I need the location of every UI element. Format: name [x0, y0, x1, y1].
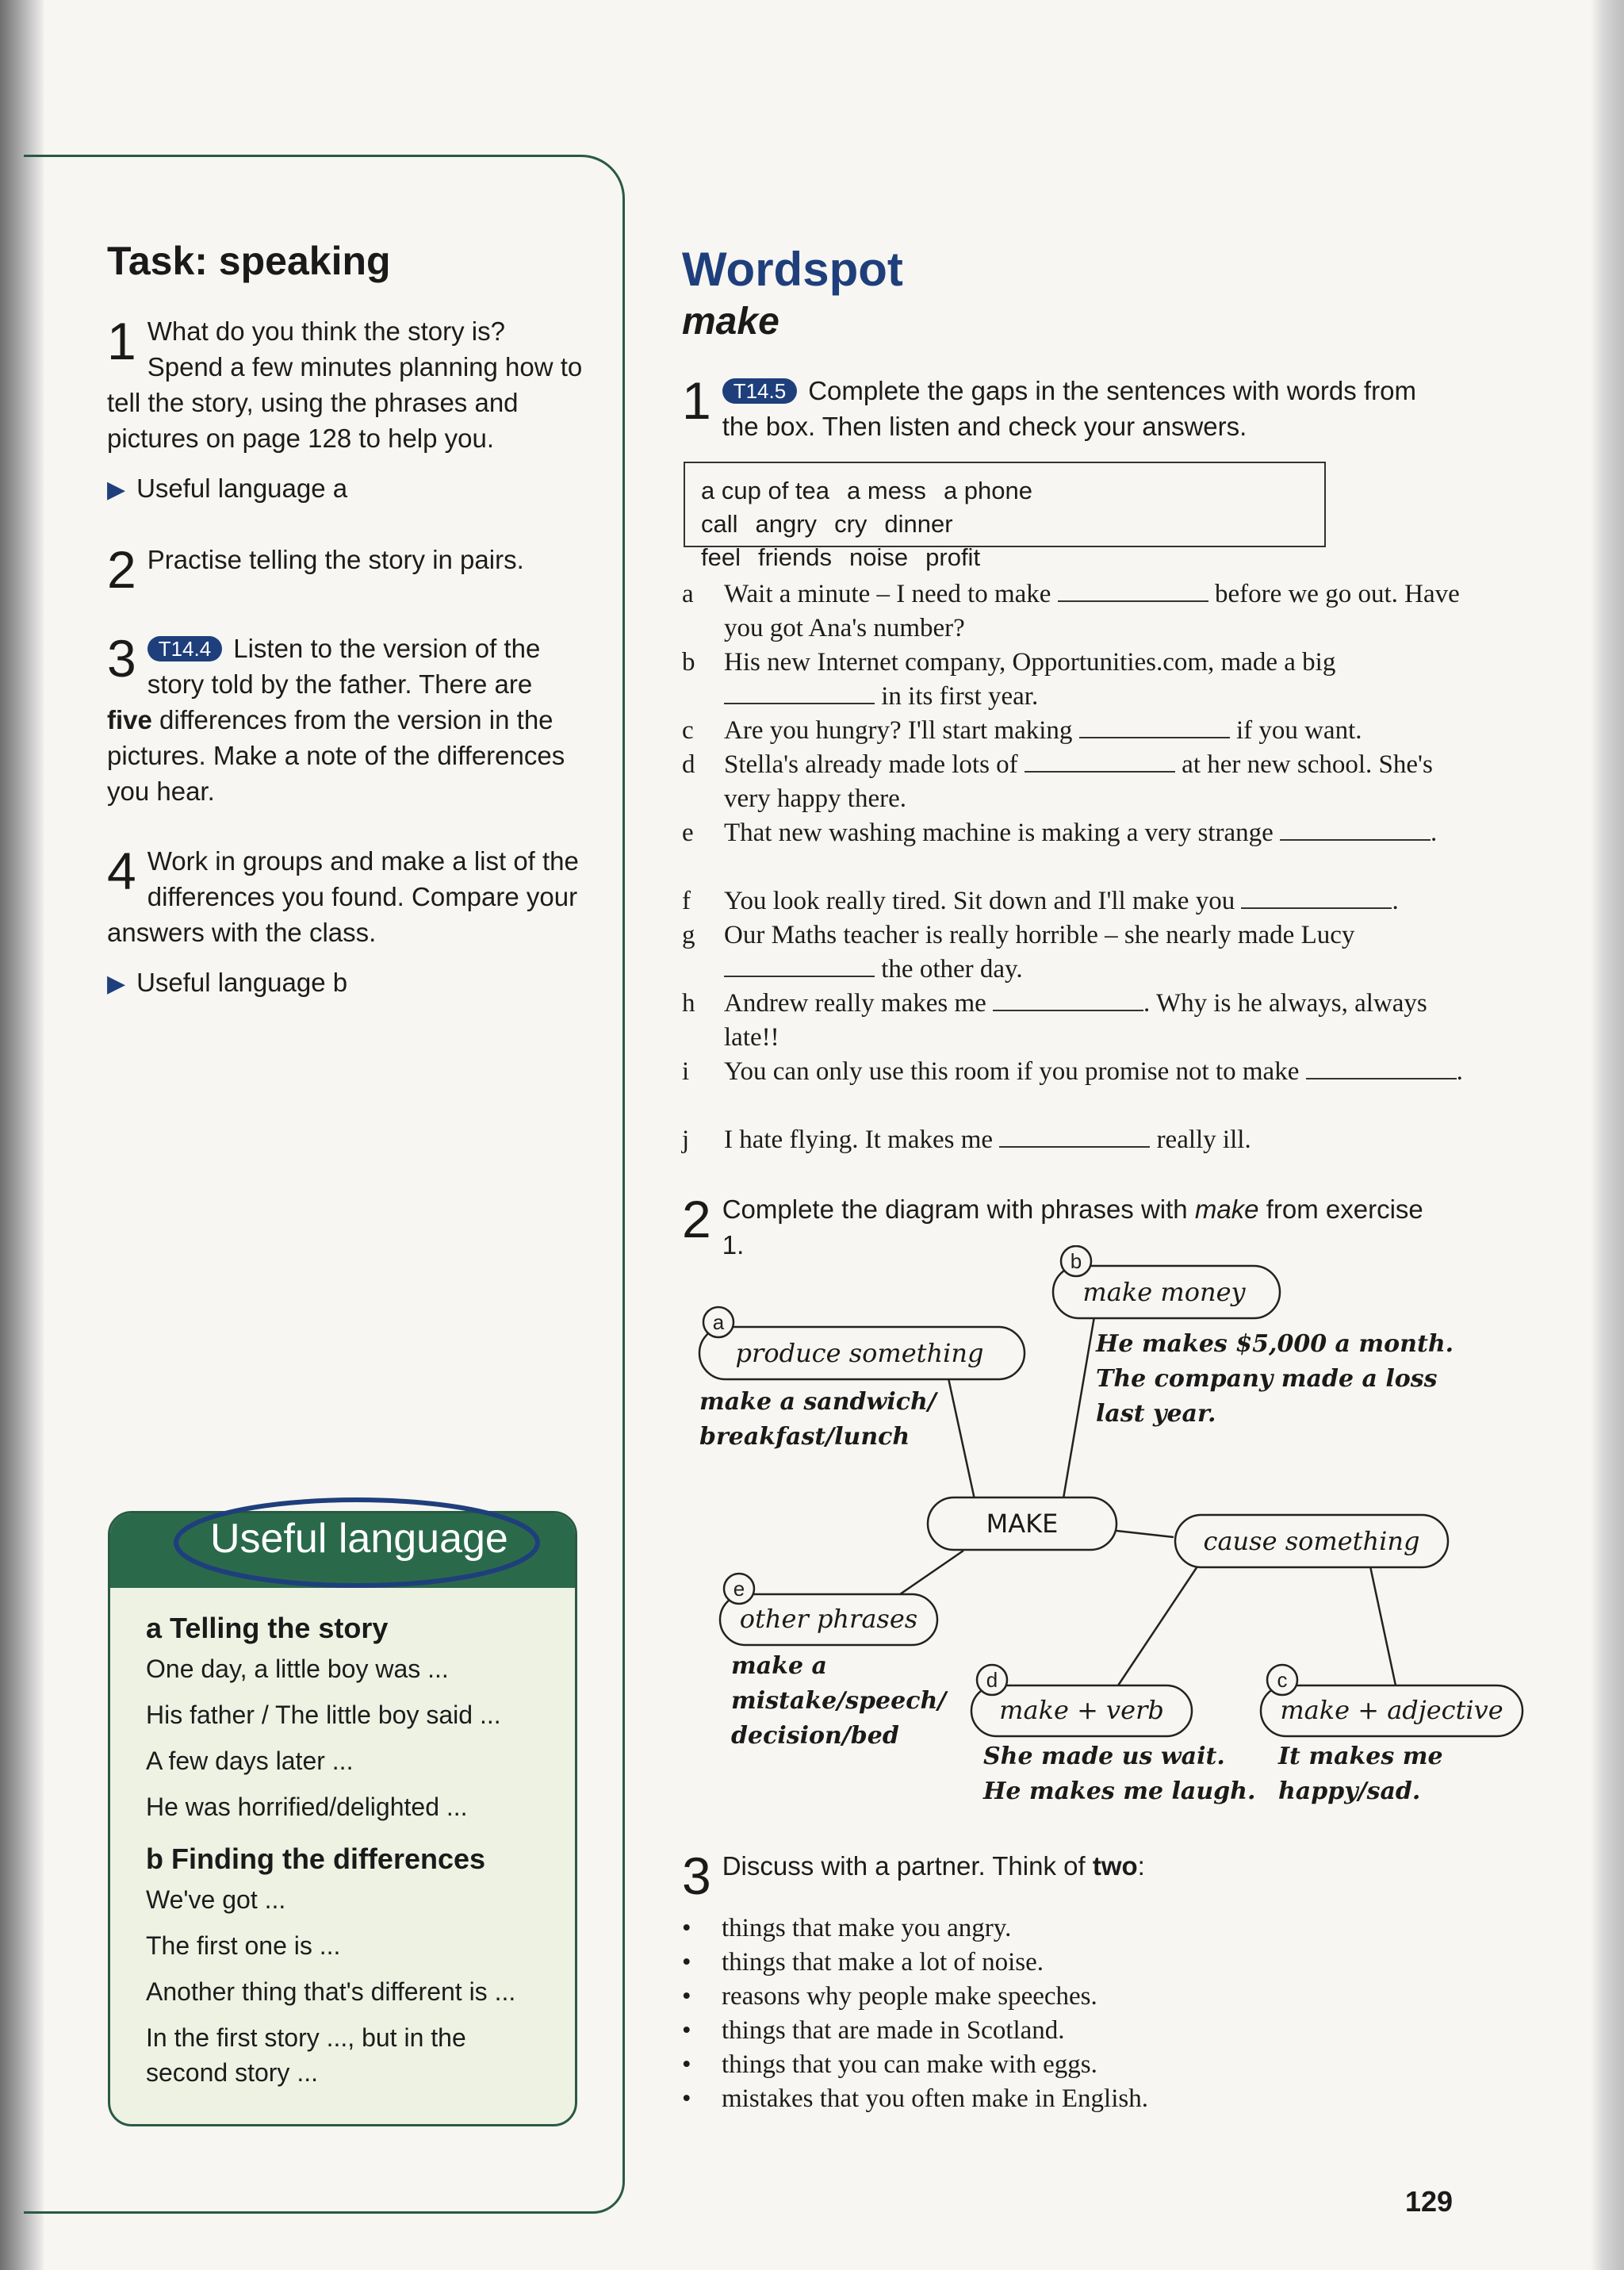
- example-a: breakfast/lunch: [699, 1423, 910, 1451]
- answer-gap[interactable]: [1058, 580, 1208, 602]
- sentence-letter: j: [682, 1125, 690, 1154]
- node-letter: b: [1070, 1249, 1082, 1273]
- instruction-text: Complete the diagram with phrases with: [722, 1194, 1188, 1224]
- node-letter: a: [712, 1310, 725, 1334]
- list-item: • mistakes that you often make in English.: [682, 2082, 1475, 2116]
- example-e: make a: [731, 1652, 827, 1680]
- instruction-text-cont: from exercise 1.: [722, 1194, 1423, 1260]
- wordspot-subtitle: make: [682, 301, 779, 343]
- exercise-1-instruction: [682, 373, 1443, 444]
- sentence-a: [682, 577, 1475, 646]
- sentence-text: in its first year.: [881, 682, 1039, 711]
- node-label-d: make + verb: [999, 1695, 1164, 1725]
- box-word: feel: [701, 543, 741, 571]
- sentence-c: [682, 714, 1475, 748]
- list-item: • reasons why people make speeches.: [682, 1980, 1475, 2014]
- ul-phrase: Another thing that's different is ...: [146, 1977, 516, 2006]
- sentence-text: before we go out. Have you got Ana's number?: [724, 580, 1460, 642]
- sentence-text: Stella's already made lots of: [724, 750, 1018, 779]
- ul-phrase: His father / The little boy said ...: [146, 1701, 501, 1729]
- sentence-letter: a: [682, 580, 694, 608]
- sentence-f: [682, 884, 1475, 918]
- play-arrow-icon: ▶: [107, 477, 126, 503]
- box-word: dinner: [884, 510, 953, 538]
- task-step-3: [107, 631, 583, 809]
- box-word: a cup of tea: [701, 477, 830, 504]
- sentence-text: That new washing machine is making a very strange: [724, 819, 1274, 847]
- answer-gap[interactable]: [1306, 1057, 1457, 1079]
- discussion-list: [682, 1911, 1475, 2116]
- sentence-letter: b: [682, 648, 695, 677]
- connector-line: [900, 1551, 963, 1594]
- step-text-cont: differences from the version in the pictures. Make a note of the differences you hear.: [107, 705, 565, 806]
- ul-phrase: In the first story ..., but in the second story ...: [146, 2023, 466, 2087]
- sentence-text: really ill.: [1156, 1125, 1251, 1154]
- ul-phrase: The first one is ...: [146, 1931, 341, 1960]
- task-heading: Task: speaking: [107, 239, 391, 283]
- sentence-text: .: [1456, 1057, 1463, 1086]
- instruction-text: Complete the gaps in the sentences with words from the box. Then listen and check your answers.: [722, 376, 1416, 441]
- ul-phrase: We've got ...: [146, 1885, 286, 1914]
- list-item: • things that you can make with eggs.: [682, 2048, 1475, 2082]
- ul-phrase: A few days later ...: [146, 1747, 354, 1775]
- list-item: • things that make you angry.: [682, 1911, 1475, 1946]
- play-arrow-icon: ▶: [107, 971, 126, 997]
- ul-section-b: b Finding the differences: [146, 1842, 486, 1875]
- answer-gap[interactable]: [1280, 819, 1431, 841]
- example-e: mistake/speech/: [731, 1687, 947, 1715]
- sentence-text: Wait a minute – I need to make: [724, 580, 1051, 608]
- example-c: It makes me: [1278, 1743, 1443, 1770]
- step-number: 2: [107, 540, 136, 599]
- node-letter: c: [1277, 1668, 1288, 1692]
- useful-language-title: Useful language: [210, 1516, 508, 1562]
- sentence-text: if you want.: [1235, 716, 1362, 745]
- example-a: make a sandwich/: [699, 1388, 936, 1416]
- instruction-text-cont: :: [1137, 1851, 1145, 1881]
- box-word: noise: [849, 543, 909, 571]
- sentence-h: [682, 987, 1475, 1055]
- instruction-bold: two: [1092, 1851, 1138, 1881]
- example-b: The company made a loss: [1096, 1365, 1438, 1393]
- answer-gap[interactable]: [999, 1125, 1150, 1148]
- box-word: a phone call: [701, 477, 1032, 538]
- sentence-e: [682, 816, 1475, 850]
- audio-track-badge[interactable]: T14.4: [147, 636, 223, 661]
- link-label: Useful language b: [136, 968, 348, 997]
- example-e: decision/bed: [731, 1722, 899, 1750]
- sentence-b: [682, 646, 1475, 714]
- ul-phrase: One day, a little boy was ...: [146, 1655, 449, 1683]
- step-number: 1: [107, 312, 136, 370]
- audio-track-badge[interactable]: T14.5: [722, 378, 798, 404]
- box-word: a mess: [847, 477, 926, 504]
- list-item: • things that are made in Scotland.: [682, 2014, 1475, 2048]
- node-letter: d: [986, 1668, 998, 1692]
- sentence-text: His new Internet company, Opportunities.com, made a big: [724, 648, 1336, 677]
- answer-gap[interactable]: [993, 989, 1143, 1011]
- step-text: Listen to the version of the story told by the father. There are: [147, 634, 541, 699]
- sentence-text: Our Maths teacher is really horrible – she nearly made Lucy: [724, 921, 1355, 949]
- sentence-letter: d: [682, 750, 695, 779]
- example-b: last year.: [1096, 1400, 1216, 1428]
- node-letter: e: [733, 1577, 745, 1601]
- sentence-j: [682, 1123, 1475, 1157]
- connector-line: [1063, 1317, 1094, 1503]
- sentence-text: .: [1431, 819, 1438, 847]
- sentence-letter: f: [682, 887, 691, 915]
- step-bold: five: [107, 705, 152, 734]
- link-label: Useful language a: [136, 474, 348, 503]
- node-label-center: MAKE: [986, 1509, 1059, 1539]
- node-label-cause: cause something: [1203, 1526, 1420, 1556]
- answer-gap[interactable]: [1079, 716, 1230, 738]
- sentence-text: . Why is he always, always late!!: [724, 989, 1427, 1052]
- sentence-letter: g: [682, 921, 695, 949]
- connector-line: [1116, 1531, 1174, 1537]
- step-number: 3: [107, 629, 136, 688]
- sentence-g: [682, 918, 1475, 987]
- exercise-number: 3: [682, 1846, 711, 1905]
- sentence-i: [682, 1055, 1475, 1089]
- box-word: angry: [755, 510, 818, 538]
- sentence-text: Are you hungry? I'll start making: [724, 716, 1073, 745]
- connector-line: [1370, 1566, 1396, 1685]
- sentence-text: You look really tired. Sit down and I'll make you: [724, 887, 1235, 915]
- node-label-e: other phrases: [739, 1604, 918, 1634]
- exercise-number: 1: [682, 371, 711, 430]
- step-number: 4: [107, 842, 136, 900]
- exercise-number: 2: [682, 1190, 711, 1248]
- answer-gap[interactable]: [724, 682, 875, 704]
- answer-gap[interactable]: [1025, 750, 1175, 773]
- ul-section-a: a Telling the story: [146, 1612, 389, 1644]
- exercise-3-instruction: [682, 1846, 1443, 1905]
- step-text: Practise telling the story in pairs.: [147, 545, 524, 574]
- make-diagram: [682, 1245, 1538, 1816]
- box-word: profit: [925, 543, 981, 571]
- example-c: happy/sad.: [1278, 1777, 1421, 1805]
- page-edge-shadow: [1591, 0, 1624, 2270]
- word-box: [684, 462, 1326, 571]
- node-label-a: produce something: [735, 1338, 984, 1368]
- instruction-text: Discuss with a partner. Think of: [722, 1851, 1086, 1881]
- answer-gap[interactable]: [1241, 887, 1392, 909]
- example-d: She made us wait.: [983, 1743, 1225, 1770]
- sentence-text: You can only use this room if you promise not to make: [724, 1057, 1300, 1086]
- node-label-c: make + adjective: [1280, 1695, 1503, 1725]
- example-d: He makes me laugh.: [983, 1777, 1256, 1805]
- wordspot-title: Wordspot: [682, 243, 903, 296]
- step-text: What do you think the story is? Spend a few minutes planning how to tell the story, using the phrases and pictures on page 128 to help you.: [107, 316, 583, 453]
- box-word: cry: [834, 510, 868, 538]
- task-step-4: [107, 843, 583, 950]
- sentence-letter: c: [682, 716, 694, 745]
- step-text: Work in groups and make a list of the differences you found. Compare your answers with the class.: [107, 846, 579, 947]
- useful-language-b-link[interactable]: [107, 968, 347, 998]
- sentence-text: I hate flying. It makes me: [724, 1125, 994, 1154]
- page-number: 129: [1405, 2185, 1454, 2218]
- ul-phrase: He was horrified/delighted ...: [146, 1793, 468, 1821]
- sentence-text: Andrew really makes me: [724, 989, 986, 1018]
- instruction-italic: make: [1194, 1194, 1259, 1224]
- sentence-letter: h: [682, 989, 695, 1018]
- task-step-2: [107, 540, 583, 599]
- connector-line: [1116, 1566, 1197, 1688]
- sentence-letter: i: [682, 1057, 690, 1086]
- useful-language-a-link[interactable]: [107, 474, 347, 504]
- sentence-text: .: [1392, 887, 1399, 915]
- task-step-1: [107, 313, 583, 456]
- node-label-b: make money: [1082, 1277, 1246, 1307]
- answer-gap[interactable]: [724, 955, 875, 977]
- example-b: He makes $5,000 a month.: [1096, 1330, 1454, 1358]
- sentence-text: at her new school. She's very happy there.: [724, 750, 1433, 813]
- sentence-letter: e: [682, 819, 694, 847]
- sentence-text: the other day.: [881, 955, 1023, 984]
- sentence-d: [682, 748, 1475, 816]
- box-word: friends: [757, 543, 833, 571]
- list-item: • things that make a lot of noise.: [682, 1946, 1475, 1980]
